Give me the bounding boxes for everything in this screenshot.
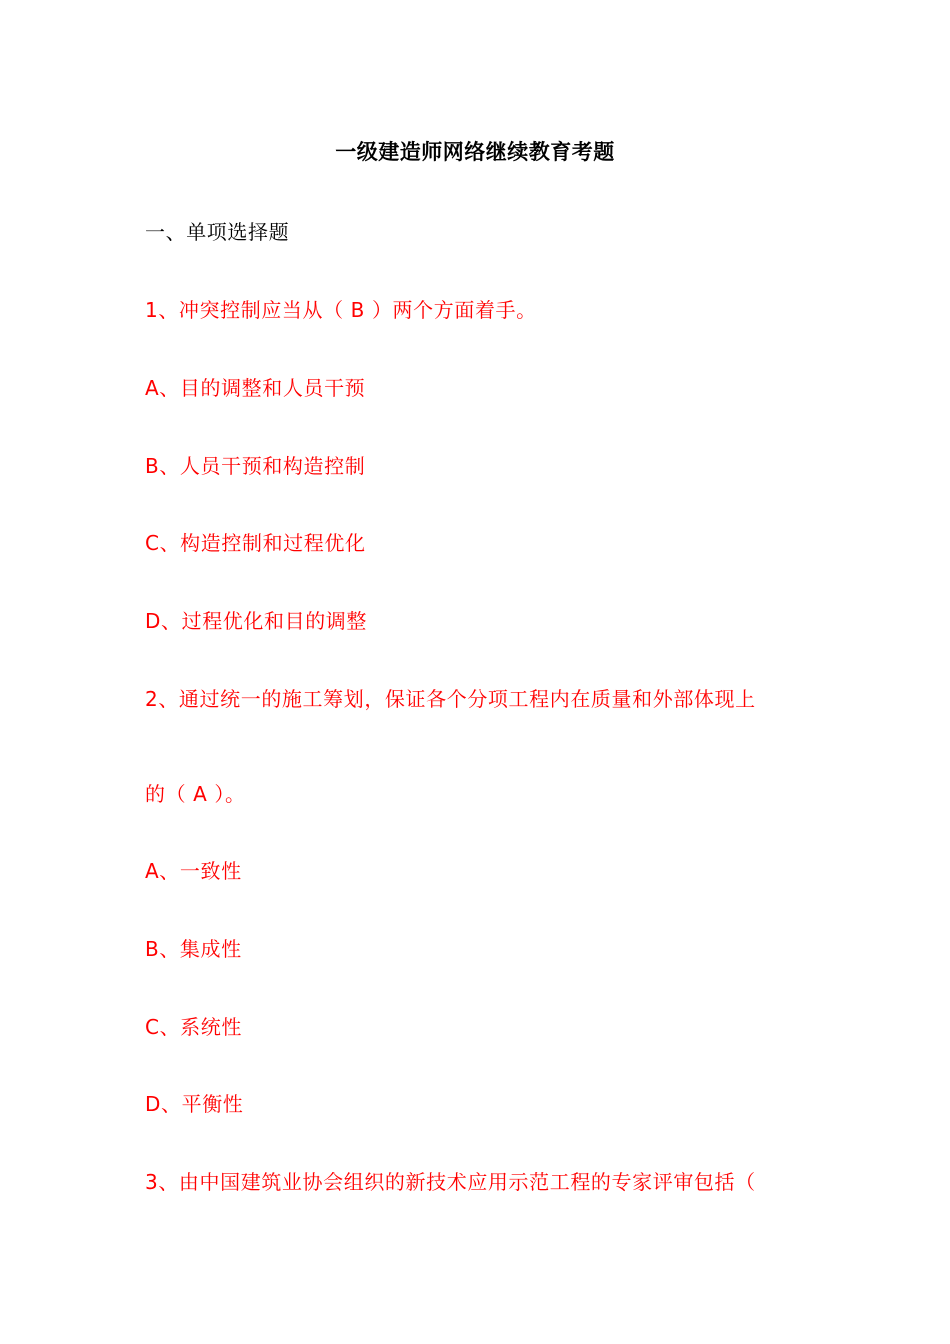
question-3-stem: 3、由中国建筑业协会组织的新技术应用示范工程的专家评审包括（ <box>145 1170 756 1194</box>
section-heading: 一、单项选择题 <box>145 220 290 244</box>
question-1-option-d: D、过程优化和目的调整 <box>145 609 368 633</box>
question-2-option-a: A、一致性 <box>145 859 242 883</box>
question-1-option-a: A、目的调整和人员干预 <box>145 376 366 400</box>
question-1-option-c: C、构造控制和过程优化 <box>145 531 366 555</box>
question-2-option-b: B、集成性 <box>145 937 242 961</box>
question-1-option-b: B、人员干预和构造控制 <box>145 454 366 478</box>
question-2-option-c: C、系统性 <box>145 1015 242 1039</box>
question-2-stem-line2: 的（ A ）。 <box>145 782 246 806</box>
question-1-stem: 1、冲突控制应当从（ B ）两个方面着手。 <box>145 298 537 322</box>
document-title: 一级建造师网络继续教育考题 <box>335 140 615 164</box>
question-2-stem-line1: 2、通过统一的施工筹划，保证各个分项工程内在质量和外部体现上 <box>145 687 756 711</box>
question-2-option-d: D、平衡性 <box>145 1092 244 1116</box>
